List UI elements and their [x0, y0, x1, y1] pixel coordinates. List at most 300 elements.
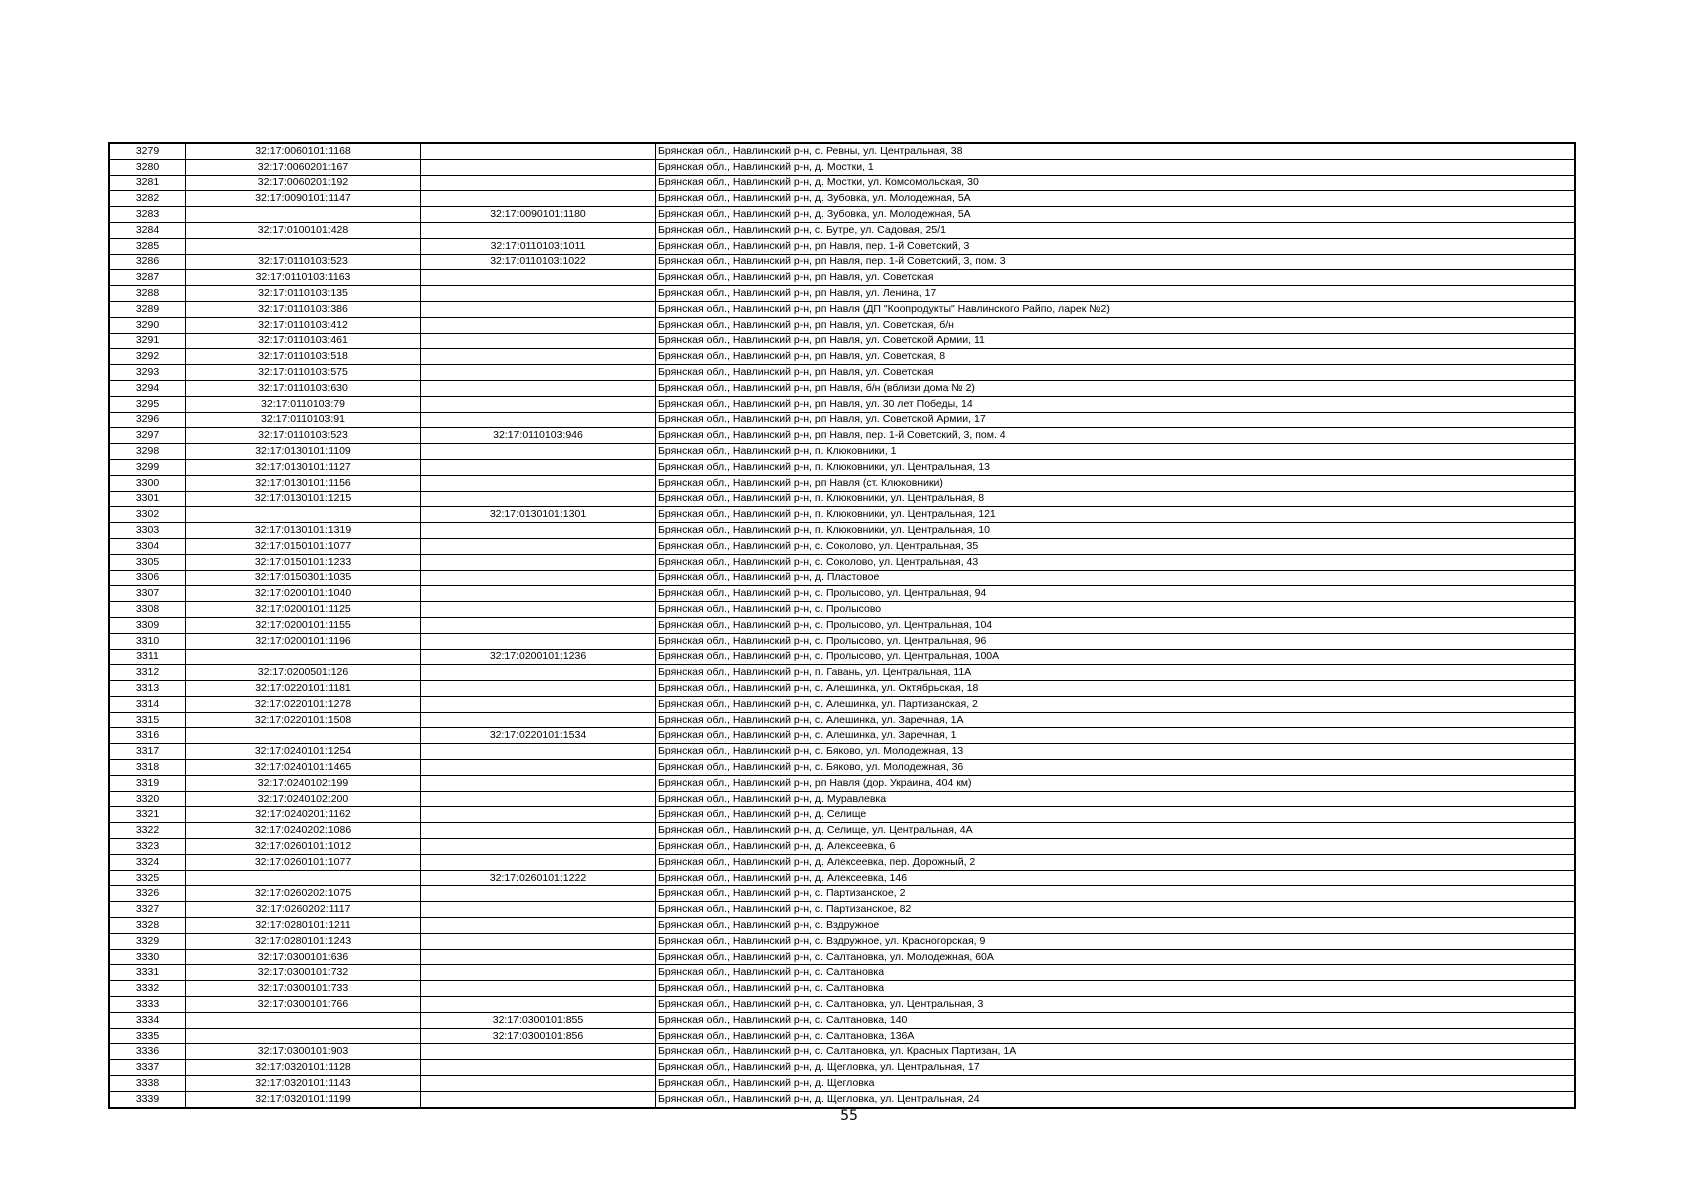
table-row	[110, 728, 1575, 744]
row-number-cell: 3309	[110, 617, 186, 633]
row-number-cell: 3295	[110, 396, 186, 412]
table-row	[110, 965, 1575, 981]
cadastral-number-cell	[186, 1028, 421, 1044]
row-number-cell: 3313	[110, 681, 186, 697]
address-cell: Брянская обл., Навлинский р-н, п. Клюковники, ул. Центральная, 10	[656, 523, 1575, 539]
row-number-cell: 3301	[110, 491, 186, 507]
cadastral-number-secondary-cell	[421, 396, 656, 412]
cadastral-number-secondary-cell	[421, 775, 656, 791]
cadastral-number-secondary-cell	[421, 1060, 656, 1076]
cadastral-number-secondary-cell	[421, 1044, 656, 1060]
registry-table	[109, 143, 1575, 1108]
cadastral-number-secondary-cell	[421, 191, 656, 207]
row-number-cell: 3318	[110, 760, 186, 776]
table-row	[110, 902, 1575, 918]
address-cell: Брянская обл., Навлинский р-н, д. Селище, ул. Центральная, 4А	[656, 823, 1575, 839]
cadastral-number-cell	[186, 238, 421, 254]
cadastral-number-cell: 32:17:0260101:1077	[186, 854, 421, 870]
table-row	[110, 538, 1575, 554]
cadastral-number-secondary-cell: 32:17:0260101:1222	[421, 870, 656, 886]
row-number-cell: 3320	[110, 791, 186, 807]
table-row	[110, 681, 1575, 697]
cadastral-number-cell: 32:17:0200101:1125	[186, 602, 421, 618]
table-row	[110, 1028, 1575, 1044]
row-number-cell: 3314	[110, 696, 186, 712]
row-number-cell: 3311	[110, 649, 186, 665]
cadastral-number-secondary-cell	[421, 839, 656, 855]
row-number-cell: 3322	[110, 823, 186, 839]
row-number-cell: 3290	[110, 317, 186, 333]
cadastral-number-secondary-cell: 32:17:0110103:1011	[421, 238, 656, 254]
address-cell: Брянская обл., Навлинский р-н, рп Навля (ДП "Коопродукты" Навлинского Райпо, ларек №2)	[656, 301, 1575, 317]
row-number-cell: 3332	[110, 981, 186, 997]
address-cell: Брянская обл., Навлинский р-н, с. Алешинка, ул. Октябрьская, 18	[656, 681, 1575, 697]
cadastral-number-cell: 32:17:0240102:200	[186, 791, 421, 807]
cadastral-number-cell: 32:17:0060101:1168	[186, 144, 421, 160]
cadastral-number-cell: 32:17:0110103:518	[186, 349, 421, 365]
table-row	[110, 886, 1575, 902]
cadastral-number-cell: 32:17:0300101:732	[186, 965, 421, 981]
cadastral-number-cell: 32:17:0130101:1215	[186, 491, 421, 507]
row-number-cell: 3288	[110, 286, 186, 302]
table-row	[110, 649, 1575, 665]
table-row	[110, 554, 1575, 570]
cadastral-number-cell: 32:17:0300101:766	[186, 997, 421, 1013]
cadastral-number-cell: 32:17:0280101:1211	[186, 918, 421, 934]
cadastral-number-cell: 32:17:0110103:1163	[186, 270, 421, 286]
address-cell: Брянская обл., Навлинский р-н, с. Партизанское, 2	[656, 886, 1575, 902]
table-row	[110, 444, 1575, 460]
row-number-cell: 3330	[110, 949, 186, 965]
cadastral-number-cell	[186, 207, 421, 223]
cadastral-number-secondary-cell	[421, 854, 656, 870]
address-cell: Брянская обл., Навлинский р-н, д. Щегловка, ул. Центральная, 24	[656, 1091, 1575, 1107]
cadastral-number-secondary-cell	[421, 760, 656, 776]
table-row	[110, 523, 1575, 539]
cadastral-number-secondary-cell	[421, 949, 656, 965]
cadastral-number-cell	[186, 870, 421, 886]
cadastral-number-cell: 32:17:0150101:1077	[186, 538, 421, 554]
cadastral-number-secondary-cell	[421, 175, 656, 191]
cadastral-number-secondary-cell	[421, 823, 656, 839]
address-cell: Брянская обл., Навлинский р-н, рп Навля, пер. 1-й Советский, 3, пом. 3	[656, 254, 1575, 270]
cadastral-number-cell: 32:17:0280101:1243	[186, 933, 421, 949]
cadastral-number-secondary-cell	[421, 459, 656, 475]
cadastral-number-secondary-cell	[421, 286, 656, 302]
table-row	[110, 333, 1575, 349]
table-row	[110, 396, 1575, 412]
address-cell: Брянская обл., Навлинский р-н, рп Навля, пер. 1-й Советский, 3, пом. 4	[656, 428, 1575, 444]
address-cell: Брянская обл., Навлинский р-н, рп Навля (дор. Украина, 404 км)	[656, 775, 1575, 791]
address-cell: Брянская обл., Навлинский р-н, с. Салтановка, 136А	[656, 1028, 1575, 1044]
row-number-cell: 3285	[110, 238, 186, 254]
row-number-cell: 3292	[110, 349, 186, 365]
table-row	[110, 1044, 1575, 1060]
cadastral-number-secondary-cell	[421, 791, 656, 807]
address-cell: Брянская обл., Навлинский р-н, с. Вздружное	[656, 918, 1575, 934]
address-cell: Брянская обл., Навлинский р-н, с. Ревны, ул. Центральная, 38	[656, 144, 1575, 160]
table-row	[110, 696, 1575, 712]
table-row	[110, 380, 1575, 396]
cadastral-number-secondary-cell	[421, 886, 656, 902]
table-row	[110, 617, 1575, 633]
table-row	[110, 570, 1575, 586]
row-number-cell: 3319	[110, 775, 186, 791]
cadastral-number-cell: 32:17:0110103:386	[186, 301, 421, 317]
row-number-cell: 3304	[110, 538, 186, 554]
cadastral-number-cell: 32:17:0130101:1127	[186, 459, 421, 475]
table-row	[110, 854, 1575, 870]
address-cell: Брянская обл., Навлинский р-н, с. Вздружное, ул. Красногорская, 9	[656, 933, 1575, 949]
address-cell: Брянская обл., Навлинский р-н, рп Навля, ул. Советской Армии, 11	[656, 333, 1575, 349]
table-row	[110, 823, 1575, 839]
table-row	[110, 286, 1575, 302]
cadastral-number-secondary-cell	[421, 586, 656, 602]
address-cell: Брянская обл., Навлинский р-н, д. Щегловка	[656, 1076, 1575, 1092]
cadastral-number-cell	[186, 507, 421, 523]
row-number-cell: 3324	[110, 854, 186, 870]
cadastral-number-cell	[186, 728, 421, 744]
cadastral-number-secondary-cell	[421, 902, 656, 918]
table-row	[110, 997, 1575, 1013]
cadastral-number-cell: 32:17:0110103:412	[186, 317, 421, 333]
row-number-cell: 3279	[110, 144, 186, 160]
row-number-cell: 3339	[110, 1091, 186, 1107]
table-row	[110, 317, 1575, 333]
cadastral-number-secondary-cell: 32:17:0220101:1534	[421, 728, 656, 744]
cadastral-number-cell: 32:17:0320101:1143	[186, 1076, 421, 1092]
row-number-cell: 3302	[110, 507, 186, 523]
cadastral-number-cell: 32:17:0130101:1109	[186, 444, 421, 460]
cadastral-number-secondary-cell	[421, 681, 656, 697]
address-cell: Брянская обл., Навлинский р-н, рп Навля, ул. Советская	[656, 365, 1575, 381]
cadastral-number-cell: 32:17:0260202:1117	[186, 902, 421, 918]
cadastral-number-secondary-cell	[421, 1091, 656, 1107]
row-number-cell: 3331	[110, 965, 186, 981]
registry-table-body	[110, 144, 1575, 1108]
table-row	[110, 144, 1575, 160]
cadastral-number-secondary-cell	[421, 270, 656, 286]
row-number-cell: 3317	[110, 744, 186, 760]
table-row	[110, 775, 1575, 791]
cadastral-number-secondary-cell	[421, 807, 656, 823]
table-row	[110, 428, 1575, 444]
row-number-cell: 3335	[110, 1028, 186, 1044]
cadastral-number-cell: 32:17:0130101:1156	[186, 475, 421, 491]
address-cell: Брянская обл., Навлинский р-н, рп Навля, ул. 30 лет Победы, 14	[656, 396, 1575, 412]
row-number-cell: 3280	[110, 159, 186, 175]
cadastral-number-secondary-cell: 32:17:0300101:856	[421, 1028, 656, 1044]
address-cell: Брянская обл., Навлинский р-н, с. Пролысово, ул. Центральная, 96	[656, 633, 1575, 649]
table-row	[110, 633, 1575, 649]
cadastral-number-cell: 32:17:0090101:1147	[186, 191, 421, 207]
cadastral-number-secondary-cell	[421, 491, 656, 507]
cadastral-number-cell: 32:17:0200101:1196	[186, 633, 421, 649]
table-row	[110, 1012, 1575, 1028]
cadastral-number-cell: 32:17:0130101:1319	[186, 523, 421, 539]
table-row	[110, 712, 1575, 728]
table-row	[110, 475, 1575, 491]
address-cell: Брянская обл., Навлинский р-н, д. Мостки, ул. Комсомольская, 30	[656, 175, 1575, 191]
cadastral-number-cell: 32:17:0240101:1465	[186, 760, 421, 776]
row-number-cell: 3337	[110, 1060, 186, 1076]
cadastral-number-secondary-cell	[421, 301, 656, 317]
cadastral-number-cell: 32:17:0240102:199	[186, 775, 421, 791]
address-cell: Брянская обл., Навлинский р-н, с. Соколово, ул. Центральная, 43	[656, 554, 1575, 570]
address-cell: Брянская обл., Навлинский р-н, п. Клюковники, ул. Центральная, 8	[656, 491, 1575, 507]
table-row	[110, 586, 1575, 602]
cadastral-number-secondary-cell	[421, 523, 656, 539]
address-cell: Брянская обл., Навлинский р-н, с. Салтановка	[656, 965, 1575, 981]
table-row	[110, 744, 1575, 760]
cadastral-number-secondary-cell	[421, 744, 656, 760]
row-number-cell: 3287	[110, 270, 186, 286]
row-number-cell: 3329	[110, 933, 186, 949]
cadastral-number-cell: 32:17:0240101:1254	[186, 744, 421, 760]
cadastral-number-cell: 32:17:0200101:1040	[186, 586, 421, 602]
address-cell: Брянская обл., Навлинский р-н, с. Пролысово	[656, 602, 1575, 618]
address-cell: Брянская обл., Навлинский р-н, д. Алексеевка, 146	[656, 870, 1575, 886]
row-number-cell: 3316	[110, 728, 186, 744]
cadastral-number-cell: 32:17:0110103:575	[186, 365, 421, 381]
table-row	[110, 254, 1575, 270]
table-row	[110, 918, 1575, 934]
cadastral-number-secondary-cell	[421, 538, 656, 554]
table-row	[110, 870, 1575, 886]
cadastral-number-secondary-cell	[421, 475, 656, 491]
address-cell: Брянская обл., Навлинский р-н, д. Зубовка, ул. Молодежная, 5А	[656, 191, 1575, 207]
address-cell: Брянская обл., Навлинский р-н, с. Бутре, ул. Садовая, 25/1	[656, 222, 1575, 238]
address-cell: Брянская обл., Навлинский р-н, с. Партизанское, 82	[656, 902, 1575, 918]
cadastral-number-secondary-cell	[421, 444, 656, 460]
address-cell: Брянская обл., Навлинский р-н, д. Щегловка, ул. Центральная, 17	[656, 1060, 1575, 1076]
address-cell: Брянская обл., Навлинский р-н, с. Алешинка, ул. Заречная, 1А	[656, 712, 1575, 728]
cadastral-number-cell: 32:17:0200101:1155	[186, 617, 421, 633]
table-row	[110, 1060, 1575, 1076]
cadastral-number-cell: 32:17:0110103:523	[186, 428, 421, 444]
address-cell: Брянская обл., Навлинский р-н, д. Муравлевка	[656, 791, 1575, 807]
cadastral-number-secondary-cell: 32:17:0130101:1301	[421, 507, 656, 523]
row-number-cell: 3283	[110, 207, 186, 223]
cadastral-number-secondary-cell	[421, 365, 656, 381]
cadastral-number-secondary-cell	[421, 997, 656, 1013]
address-cell: Брянская обл., Навлинский р-н, с. Соколово, ул. Центральная, 35	[656, 538, 1575, 554]
cadastral-number-secondary-cell	[421, 602, 656, 618]
row-number-cell: 3334	[110, 1012, 186, 1028]
row-number-cell: 3315	[110, 712, 186, 728]
cadastral-number-cell: 32:17:0100101:428	[186, 222, 421, 238]
cadastral-number-secondary-cell	[421, 918, 656, 934]
address-cell: Брянская обл., Навлинский р-н, с. Салтановка, ул. Центральная, 3	[656, 997, 1575, 1013]
table-row	[110, 349, 1575, 365]
cadastral-number-cell: 32:17:0060201:192	[186, 175, 421, 191]
row-number-cell: 3321	[110, 807, 186, 823]
table-row	[110, 222, 1575, 238]
address-cell: Брянская обл., Навлинский р-н, рп Навля, ул. Советская	[656, 270, 1575, 286]
cadastral-number-cell: 32:17:0240202:1086	[186, 823, 421, 839]
table-row	[110, 238, 1575, 254]
address-cell: Брянская обл., Навлинский р-н, с. Алешинка, ул. Партизанская, 2	[656, 696, 1575, 712]
row-number-cell: 3294	[110, 380, 186, 396]
cadastral-number-cell: 32:17:0300101:733	[186, 981, 421, 997]
cadastral-number-cell: 32:17:0110103:630	[186, 380, 421, 396]
address-cell: Брянская обл., Навлинский р-н, рп Навля, пер. 1-й Советский, 3	[656, 238, 1575, 254]
cadastral-number-secondary-cell	[421, 1076, 656, 1092]
address-cell: Брянская обл., Навлинский р-н, п. Клюковники, ул. Центральная, 13	[656, 459, 1575, 475]
address-cell: Брянская обл., Навлинский р-н, с. Бяково, ул. Молодежная, 13	[656, 744, 1575, 760]
cadastral-number-secondary-cell	[421, 349, 656, 365]
cadastral-number-secondary-cell	[421, 159, 656, 175]
cadastral-number-cell: 32:17:0110103:91	[186, 412, 421, 428]
page-number: 55	[840, 1108, 858, 1124]
table-row	[110, 207, 1575, 223]
row-number-cell: 3293	[110, 365, 186, 381]
table-row	[110, 191, 1575, 207]
address-cell: Брянская обл., Навлинский р-н, с. Пролысово, ул. Центральная, 100А	[656, 649, 1575, 665]
address-cell: Брянская обл., Навлинский р-н, рп Навля, ул. Ленина, 17	[656, 286, 1575, 302]
cadastral-number-cell	[186, 1012, 421, 1028]
row-number-cell: 3289	[110, 301, 186, 317]
cadastral-number-cell: 32:17:0220101:1181	[186, 681, 421, 697]
cadastral-number-cell: 32:17:0150301:1035	[186, 570, 421, 586]
row-number-cell: 3284	[110, 222, 186, 238]
address-cell: Брянская обл., Навлинский р-н, с. Салтановка, 140	[656, 1012, 1575, 1028]
cadastral-number-cell: 32:17:0220101:1278	[186, 696, 421, 712]
address-cell: Брянская обл., Навлинский р-н, рп Навля, ул. Советская, 8	[656, 349, 1575, 365]
cadastral-number-secondary-cell: 32:17:0200101:1236	[421, 649, 656, 665]
table-row	[110, 981, 1575, 997]
address-cell: Брянская обл., Навлинский р-н, д. Пластовое	[656, 570, 1575, 586]
cadastral-number-secondary-cell: 32:17:0110103:1022	[421, 254, 656, 270]
table-row	[110, 365, 1575, 381]
address-cell: Брянская обл., Навлинский р-н, п. Клюковники, ул. Центральная, 121	[656, 507, 1575, 523]
cadastral-number-secondary-cell: 32:17:0090101:1180	[421, 207, 656, 223]
cadastral-number-cell: 32:17:0110103:79	[186, 396, 421, 412]
cadastral-number-secondary-cell	[421, 633, 656, 649]
cadastral-number-secondary-cell	[421, 412, 656, 428]
cadastral-number-secondary-cell	[421, 333, 656, 349]
row-number-cell: 3338	[110, 1076, 186, 1092]
cadastral-number-cell: 32:17:0110103:135	[186, 286, 421, 302]
address-cell: Брянская обл., Навлинский р-н, п. Гавань, ул. Центральная, 11А	[656, 665, 1575, 681]
cadastral-number-secondary-cell	[421, 570, 656, 586]
address-cell: Брянская обл., Навлинский р-н, рп Навля, б/н (вблизи дома № 2)	[656, 380, 1575, 396]
row-number-cell: 3326	[110, 886, 186, 902]
table-row	[110, 933, 1575, 949]
address-cell: Брянская обл., Навлинский р-н, д. Алексеевка, 6	[656, 839, 1575, 855]
cadastral-number-cell: 32:17:0300101:903	[186, 1044, 421, 1060]
cadastral-number-secondary-cell	[421, 965, 656, 981]
table-row	[110, 665, 1575, 681]
table-row	[110, 949, 1575, 965]
cadastral-number-cell: 32:17:0320101:1199	[186, 1091, 421, 1107]
cadastral-number-secondary-cell	[421, 712, 656, 728]
address-cell: Брянская обл., Навлинский р-н, с. Пролысово, ул. Центральная, 94	[656, 586, 1575, 602]
cadastral-number-cell: 32:17:0260202:1075	[186, 886, 421, 902]
cadastral-number-secondary-cell	[421, 144, 656, 160]
address-cell: Брянская обл., Навлинский р-н, с. Салтановка, ул. Молодежная, 60А	[656, 949, 1575, 965]
cadastral-number-secondary-cell	[421, 222, 656, 238]
row-number-cell: 3300	[110, 475, 186, 491]
address-cell: Брянская обл., Навлинский р-н, рп Навля, ул. Советская, б/н	[656, 317, 1575, 333]
row-number-cell: 3296	[110, 412, 186, 428]
row-number-cell: 3298	[110, 444, 186, 460]
table-row	[110, 159, 1575, 175]
cadastral-number-cell	[186, 649, 421, 665]
table-row	[110, 301, 1575, 317]
cadastral-number-cell: 32:17:0260101:1012	[186, 839, 421, 855]
address-cell: Брянская обл., Навлинский р-н, д. Селище	[656, 807, 1575, 823]
row-number-cell: 3303	[110, 523, 186, 539]
cadastral-number-secondary-cell	[421, 617, 656, 633]
row-number-cell: 3310	[110, 633, 186, 649]
cadastral-number-cell: 32:17:0240201:1162	[186, 807, 421, 823]
address-cell: Брянская обл., Навлинский р-н, д. Зубовка, ул. Молодежная, 5А	[656, 207, 1575, 223]
address-cell: Брянская обл., Навлинский р-н, с. Пролысово, ул. Центральная, 104	[656, 617, 1575, 633]
row-number-cell: 3323	[110, 839, 186, 855]
cadastral-number-cell: 32:17:0300101:636	[186, 949, 421, 965]
row-number-cell: 3281	[110, 175, 186, 191]
table-row	[110, 175, 1575, 191]
row-number-cell: 3306	[110, 570, 186, 586]
table-row	[110, 412, 1575, 428]
address-cell: Брянская обл., Навлинский р-н, с. Салтановка, ул. Красных Партизан, 1А	[656, 1044, 1575, 1060]
cadastral-number-cell: 32:17:0320101:1128	[186, 1060, 421, 1076]
address-cell: Брянская обл., Навлинский р-н, с. Салтановка	[656, 981, 1575, 997]
cadastral-number-secondary-cell	[421, 696, 656, 712]
row-number-cell: 3299	[110, 459, 186, 475]
address-cell: Брянская обл., Навлинский р-н, рп Навля, ул. Советской Армии, 17	[656, 412, 1575, 428]
table-row	[110, 1076, 1575, 1092]
table-row	[110, 791, 1575, 807]
row-number-cell: 3328	[110, 918, 186, 934]
row-number-cell: 3291	[110, 333, 186, 349]
row-number-cell: 3312	[110, 665, 186, 681]
address-cell: Брянская обл., Навлинский р-н, д. Мостки, 1	[656, 159, 1575, 175]
table-row	[110, 839, 1575, 855]
row-number-cell: 3307	[110, 586, 186, 602]
row-number-cell: 3327	[110, 902, 186, 918]
address-cell: Брянская обл., Навлинский р-н, с. Бяково, ул. Молодежная, 36	[656, 760, 1575, 776]
table-row	[110, 459, 1575, 475]
cadastral-number-secondary-cell	[421, 665, 656, 681]
cadastral-number-secondary-cell	[421, 933, 656, 949]
row-number-cell: 3325	[110, 870, 186, 886]
cadastral-number-cell: 32:17:0110103:461	[186, 333, 421, 349]
cadastral-number-cell: 32:17:0200501:126	[186, 665, 421, 681]
cadastral-number-secondary-cell	[421, 554, 656, 570]
row-number-cell: 3297	[110, 428, 186, 444]
address-cell: Брянская обл., Навлинский р-н, п. Клюковники, 1	[656, 444, 1575, 460]
table-row	[110, 491, 1575, 507]
row-number-cell: 3336	[110, 1044, 186, 1060]
cadastral-number-secondary-cell	[421, 981, 656, 997]
cadastral-number-secondary-cell	[421, 380, 656, 396]
cadastral-number-cell: 32:17:0220101:1508	[186, 712, 421, 728]
address-cell: Брянская обл., Навлинский р-н, рп Навля (ст. Клюковники)	[656, 475, 1575, 491]
cadastral-number-secondary-cell	[421, 317, 656, 333]
address-cell: Брянская обл., Навлинский р-н, д. Алексеевка, пер. Дорожный, 2	[656, 854, 1575, 870]
table-row	[110, 807, 1575, 823]
row-number-cell: 3282	[110, 191, 186, 207]
table-row	[110, 270, 1575, 286]
table-row	[110, 1091, 1575, 1107]
row-number-cell: 3286	[110, 254, 186, 270]
cadastral-number-secondary-cell: 32:17:0300101:855	[421, 1012, 656, 1028]
row-number-cell: 3333	[110, 997, 186, 1013]
row-number-cell: 3308	[110, 602, 186, 618]
table-row	[110, 760, 1575, 776]
